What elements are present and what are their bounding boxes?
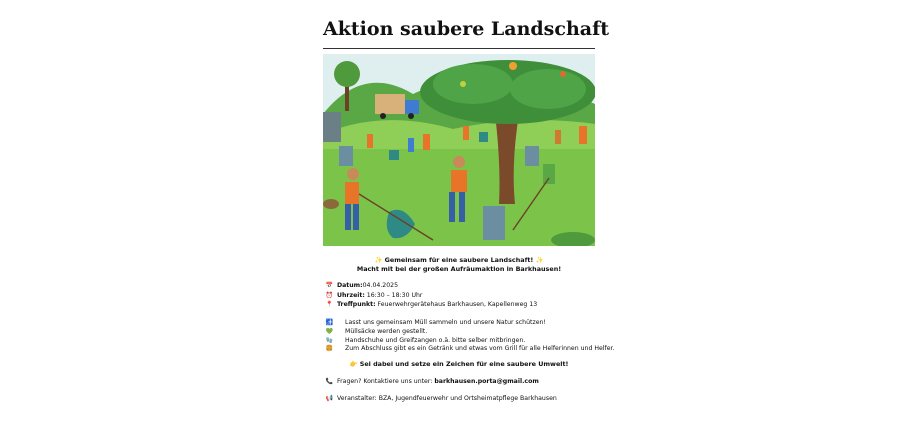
list-item <box>325 318 546 327</box>
organizer-text: Veranstalter: BZA, Jugendfeuerwehr und Ortsheimatpflege Barkhausen <box>337 395 557 402</box>
time-row <box>325 291 422 300</box>
phone-icon: 📞 <box>325 378 334 385</box>
list-item-text: Lasst uns gemeinsam Müll sammeln und unsere Natur schützen! <box>345 319 546 326</box>
place-row <box>325 300 537 309</box>
place-label: Treffpunkt: <box>337 301 376 308</box>
time-value: 16:30 – 18:30 Uhr <box>364 292 423 299</box>
contact-email-link[interactable]: barkhausen.porta@gmail.com <box>434 378 539 385</box>
list-item-text: Müllsäcke werden gestellt. <box>345 328 428 335</box>
title-divider <box>323 48 595 49</box>
alarm-clock-icon: ⏰ <box>325 292 334 299</box>
list-item-text: Handschuhe und Greifzangen o.ä. bitte selber mitbringen. <box>345 337 526 344</box>
time-label: Uhrzeit: <box>337 292 365 299</box>
flyer-page <box>323 0 615 438</box>
place-value: Feuerwehrgerätehaus Barkhausen, Kapellenweg 13 <box>375 301 538 308</box>
green-heart-icon: 💚 <box>325 328 334 335</box>
burger-icon: 🍔 <box>325 345 334 352</box>
page-title: Aktion saubere Landschaft <box>323 18 610 40</box>
pin-icon: 📍 <box>325 301 334 308</box>
call-to-action: 👉 Sei dabei und setze ein Zeichen für eine saubere Umwelt! <box>349 360 569 368</box>
gloves-icon: 🧤 <box>325 337 334 344</box>
date-label: Datum: <box>337 282 363 289</box>
date-value: 04.04.2025 <box>362 282 399 289</box>
date-row <box>325 281 398 290</box>
calendar-icon: 📅 <box>325 282 334 289</box>
contact-row <box>325 377 539 386</box>
intro-line-2: Macht mit bei der großen Aufräumaktion in Barkhausen! <box>356 265 562 273</box>
litter-bin-icon: 🚮 <box>325 319 334 326</box>
contact-label: Fragen? Kontaktiere uns unter: <box>337 378 435 385</box>
intro-line-1: ✨ Gemeinsam für eine saubere Landschaft! ✨ <box>374 256 544 264</box>
list-item <box>325 344 614 353</box>
list-item <box>325 327 427 336</box>
list-item-text: Zum Abschluss gibt es ein Getränk und etwas vom Grill für alle Helferinnen und Helfer. <box>345 345 615 352</box>
organizer-row <box>325 394 557 403</box>
megaphone-icon: 📢 <box>325 395 334 402</box>
cleanup-illustration <box>323 54 595 246</box>
